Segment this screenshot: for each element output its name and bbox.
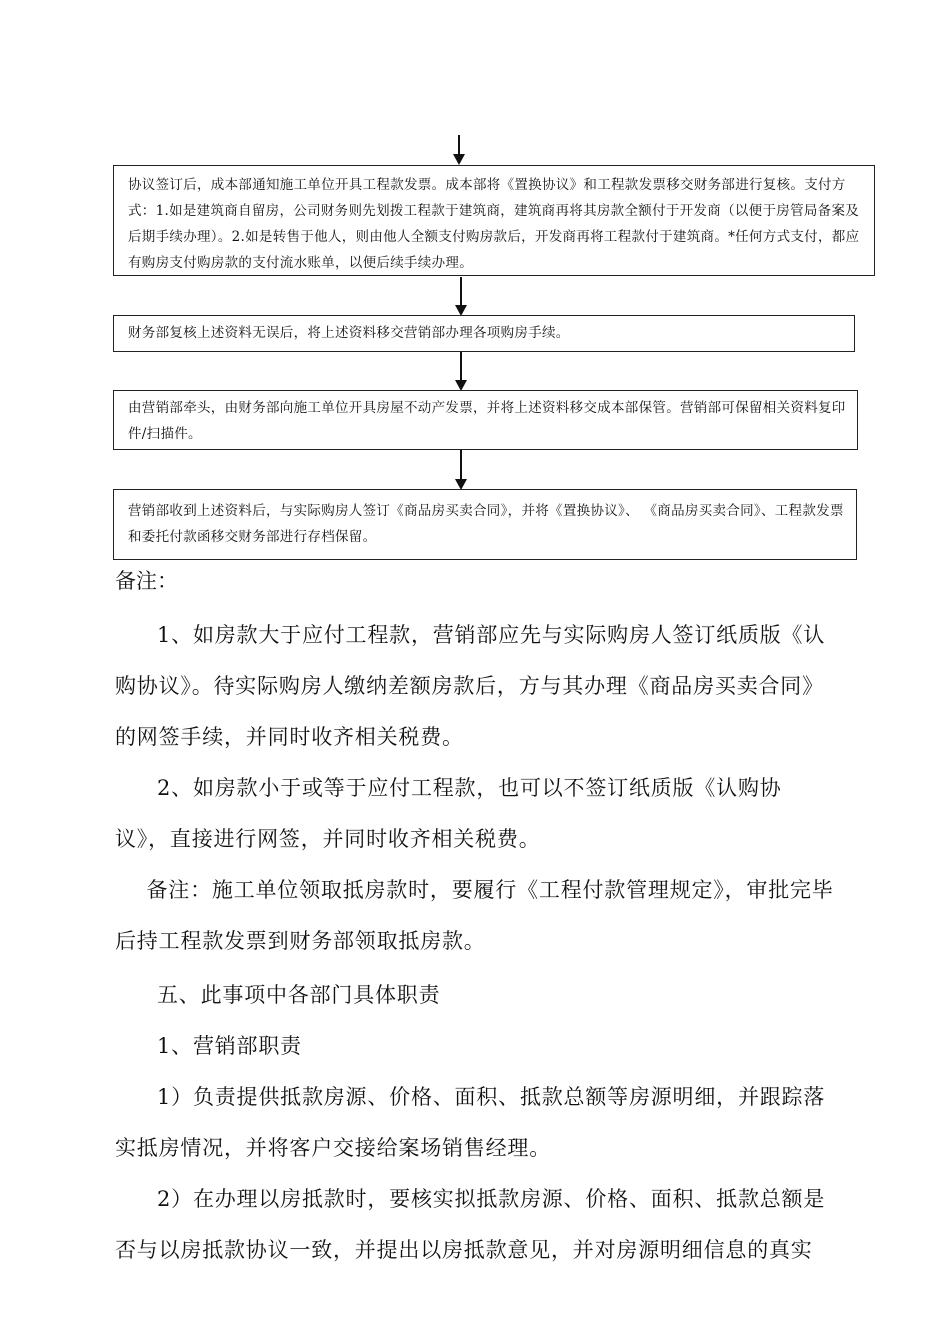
remark-item-2: 2、如房款小于或等于应付工程款，也可以不签订纸质版《认购协议》，直接进行网签，并同时收齐相关税费。 [115,776,782,851]
subsection-heading-marketing: 1、营销部职责 [157,1034,302,1058]
duty-item-1: 1）负责提供抵款房源、价格、面积、抵款总额等房源明细，并跟踪落实抵房情况，并将客户交接给案场销售经理。 [115,1085,826,1160]
duty-item-2: 2）在办理以房抵款时，要核实拟抵款房源、价格、面积、抵款总额是否与以房抵款协议一致，并提出以房抵款意见，并对房源明细信息的真实 [115,1187,826,1262]
remark-item-1: 1、如房款大于应付工程款，营销部应先与实际购房人签订纸质版《认购协议》。待实际购房人缴纳差额房款后，方与其办理《商品房买卖合同》的网签手续，并同时收齐相关税费。 [115,623,826,749]
remark-label: 备注： [115,569,178,593]
section-heading-5: 五、此事项中各部门具体职责 [157,983,441,1007]
flow-step-text: 协议签订后，成本部通知施工单位开具工程款发票。成本部将《置换协议》和工程款发票移交财务部进行复核。支付方式：1.如是建筑商自留房，公司财务则先划拨工程款于建筑商，建筑商再将其房款全额付于开发商（以便于房管局备案及后期手续办理）。2.如是转售于他人，则由他人全额支付购房款后，开发商再将工程款付于建筑商。*任何方式支付，都应有购房支付购房款的支付流水账单，以便后续手续办理。 [128,177,860,271]
flow-step-invoice-review [113,165,875,276]
flow-arrow-1 [460,277,462,314]
flow-arrow-3 [460,450,462,488]
flow-step-text: 由营销部牵头，由财务部向施工单位开具房屋不动产发票，并将上述资料移交成本部保管。营销部可保留相关资料复印件/扫描件。 [128,400,846,442]
flow-arrow-2 [460,352,462,389]
flow-step-property-invoice [113,390,858,450]
flow-step-text: 财务部复核上述资料无误后，将上述资料移交营销部办理各项购房手续。 [128,325,570,341]
flow-step-finance-transfer [113,315,855,352]
remark-construction: 备注：施工单位领取抵房款时，要履行《工程付款管理规定》，审批完毕后持工程款发票到财务部领取抵房款。 [115,878,834,953]
flow-arrow-top [458,135,460,163]
document-body [115,610,835,1276]
flow-step-text: 营销部收到上述资料后，与实际购房人签订《商品房买卖合同》，并将《置换协议》、 《商品房买卖合同》、工程款发票和委托付款函移交财务部进行存档保留。 [128,503,844,545]
flow-step-contract-signing [113,489,857,560]
